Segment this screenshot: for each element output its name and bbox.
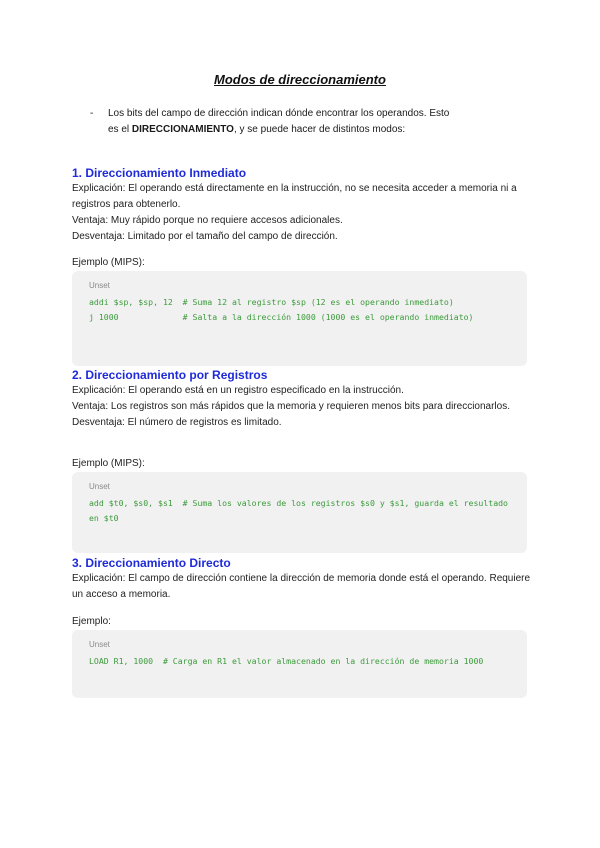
section-heading-directo: 3. Direccionamiento Directo bbox=[72, 556, 231, 570]
section-text-directo bbox=[72, 571, 532, 603]
advantage-line: Ventaja: Muy rápido porque no requiere accesos adicionales. bbox=[72, 215, 343, 226]
bullet-dash: - bbox=[90, 108, 94, 119]
explanation-line: Explicación: El operando está en un registro especificado en la instrucción. bbox=[72, 385, 404, 396]
intro-text-before: Los bits del campo de dirección indican dónde encontrar los operandos. Esto es el bbox=[108, 108, 450, 135]
code-block bbox=[72, 630, 527, 698]
code-language-label: Unset bbox=[89, 281, 110, 290]
code-block bbox=[72, 271, 527, 366]
example-label: Ejemplo (MIPS): bbox=[72, 257, 145, 268]
intro-text-after: , y se puede hacer de distintos modos: bbox=[233, 124, 406, 135]
code-language-label: Unset bbox=[89, 482, 110, 491]
code-line: add $t0, $s0, $s1 # Suma los valores de los registros $s0 y $s1, guarda el resultado en $t0 bbox=[89, 498, 513, 523]
intro-emphasis: DIRECCIONAMIENTO bbox=[131, 124, 234, 135]
code-block bbox=[72, 472, 527, 553]
code-line: LOAD R1, 1000 # Carga en R1 el valor almacenado en la dirección de memoria 1000 bbox=[89, 656, 484, 666]
explanation-line: Explicación: El operando está directamente en la instrucción, no se necesita acceder a memoria ni a registros para obtenerlo. bbox=[72, 183, 517, 210]
code-line: addi $sp, $sp, 12 # Suma 12 al registro $sp (12 es el operando inmediato) bbox=[89, 297, 454, 307]
example-label: Ejemplo (MIPS): bbox=[72, 458, 145, 469]
code-line: j 1000 # Salta a la dirección 1000 (1000 es el operando inmediato) bbox=[89, 312, 474, 322]
code-language-label: Unset bbox=[89, 640, 110, 649]
section-text-registros bbox=[72, 383, 532, 431]
example-label: Ejemplo: bbox=[72, 616, 111, 627]
page-title: Modos de direccionamiento bbox=[214, 72, 386, 87]
section-heading-registros: 2. Direccionamiento por Registros bbox=[72, 368, 268, 382]
disadvantage-line: Desventaja: Limitado por el tamaño del campo de dirección. bbox=[72, 231, 338, 242]
disadvantage-line: Desventaja: El número de registros es limitado. bbox=[72, 417, 282, 428]
section-text-inmediato bbox=[72, 181, 532, 245]
explanation-line: Explicación: El campo de dirección contiene la dirección de memoria donde está el operando. Requiere un acceso a memoria. bbox=[72, 573, 531, 600]
advantage-line: Ventaja: Los registros son más rápidos que la memoria y requieren menos bits para direccionarlos. bbox=[72, 401, 510, 412]
section-heading-inmediato: 1. Direccionamiento Inmediato bbox=[72, 166, 247, 180]
intro-text bbox=[108, 106, 450, 138]
intro-bullet bbox=[90, 106, 450, 138]
